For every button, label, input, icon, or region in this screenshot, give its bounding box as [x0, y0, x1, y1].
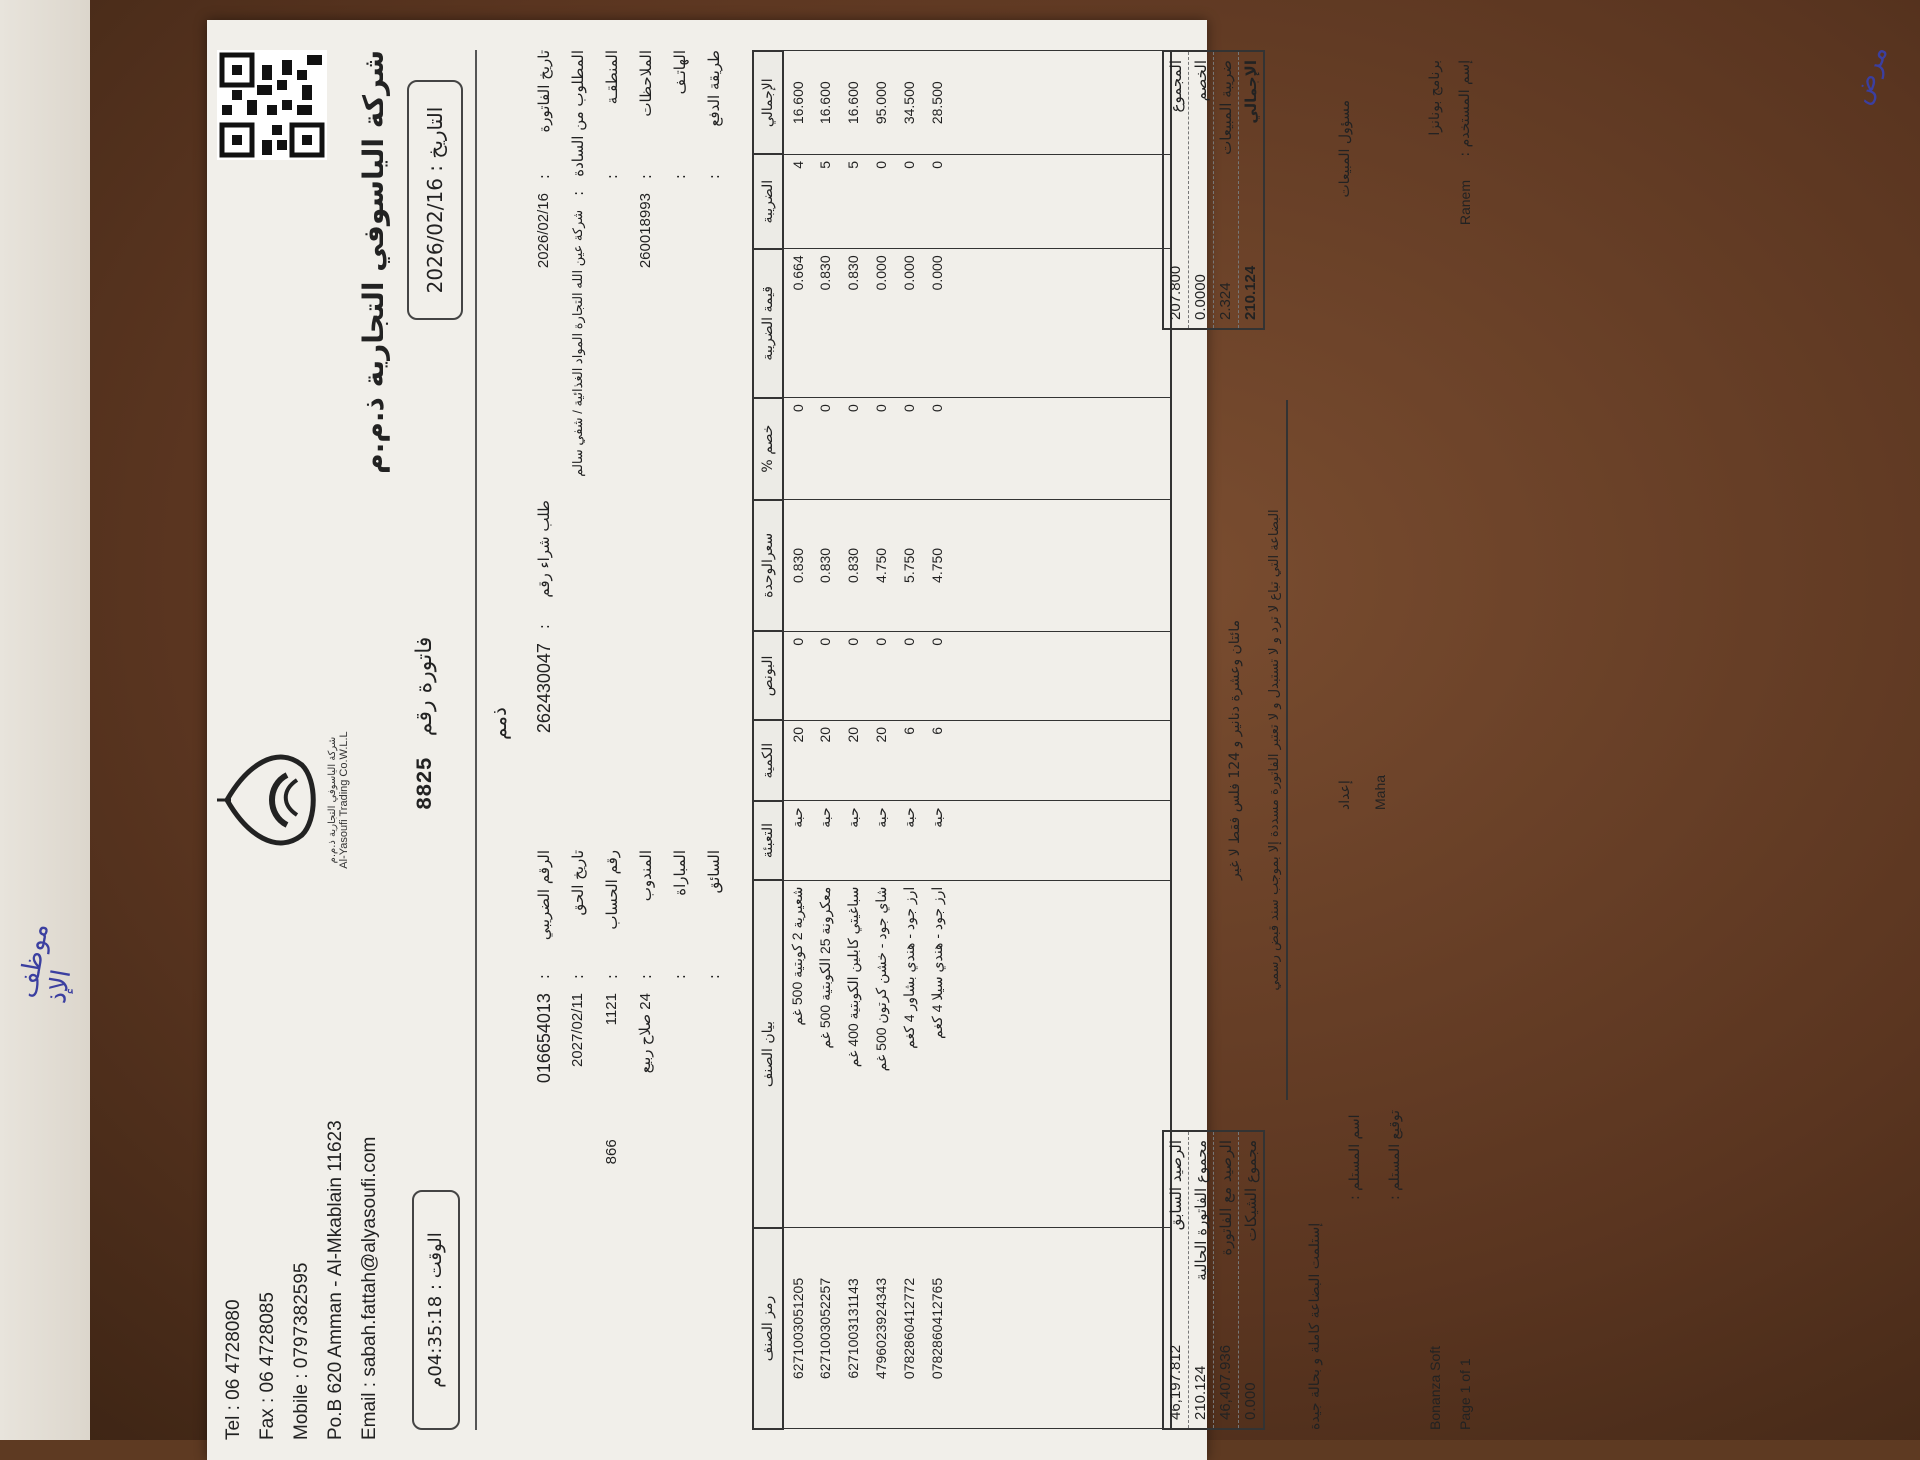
cell-total: 34.500 [895, 51, 923, 154]
fax-line: Fax : 06 4728085 [257, 1292, 278, 1440]
username-label: إسم المستخدم : [1457, 60, 1473, 157]
cell-taxpct: 5 [811, 154, 839, 248]
qr-code-icon [217, 50, 327, 160]
cell-disc: 0 [923, 398, 951, 500]
cell-desc: شعيرية 2 كوبتية 500 غم [783, 880, 811, 1228]
company-logo [217, 700, 350, 900]
cell-price: 5.750 [895, 500, 923, 632]
background-paper [0, 0, 90, 1440]
cell-desc: سباغيتي كابلين الكوبتية 400 غم [839, 880, 867, 1228]
table-row [923, 51, 951, 1429]
cell-total: 16.600 [839, 51, 867, 154]
cell-price: 0.830 [811, 500, 839, 632]
date-box [407, 80, 463, 320]
info-row: تاريخ الفاتورة : 2026/02/16 [535, 50, 553, 269]
logo-english-text: Al-Yasoufi Trading Co.W.L.L [338, 731, 350, 869]
calligraphy-logo-icon [217, 725, 327, 875]
cell-taxpct: 0 [895, 154, 923, 248]
cell-qty: 6 [923, 720, 951, 800]
cell-price: 0.830 [839, 500, 867, 632]
info-left: الرقم الضريبي : 016654013 تاريخ الحق : 2027/02/11 رقم الحساب : 1121 866 المندوب : 24 صلاح ربيع المباراة : السائق : [534, 850, 723, 1165]
sales-manager-label: مسؤول المبيعات [1337, 100, 1353, 198]
cell-disc: 0 [811, 398, 839, 500]
software-name: Bonanza Soft [1427, 1345, 1443, 1430]
cell-disc: 0 [839, 398, 867, 500]
col-code: رمز الصنف [753, 1228, 783, 1429]
info-row: طريقة الدفع : [705, 50, 723, 180]
email-line: Email : sabah.fattah@alyasoufi.com [359, 1136, 380, 1440]
col-discount: خصم % [753, 398, 783, 500]
col-qty: الكمية [753, 720, 783, 800]
contact-block [217, 1120, 387, 1440]
date-value: 2026/02/16 [423, 178, 447, 294]
info-row: المطلوب من السادة : شركة عين الله التجارة المواد الغذائية / شفي سالم [569, 50, 587, 477]
cell-code: 6271003052257 [811, 1228, 839, 1429]
header-divider [475, 50, 477, 1430]
mobile-line: Mobile : 0797382595 [291, 1262, 312, 1440]
col-unit-price: سعرالوحدة [753, 500, 783, 632]
username-value: Ranem [1457, 180, 1473, 226]
cell-bonus: 0 [811, 631, 839, 720]
date-label: التاريخ : [423, 106, 447, 172]
cell-price: 4.750 [867, 500, 895, 632]
account-side-number: 866 [603, 1139, 620, 1165]
tel-line: Tel : 06 4728080 [223, 1299, 244, 1440]
info-row: الهاتـف : [671, 50, 689, 180]
info-row: الملاحظات : 260018993 [637, 50, 655, 269]
cell-desc: ارز جود - هندي سيلا 4 كغم [923, 880, 951, 1228]
cell-price: 4.750 [923, 500, 951, 632]
handwriting-right: مرض [1845, 41, 1895, 109]
cell-taxval: 0.000 [923, 249, 951, 398]
time-box [412, 1190, 460, 1430]
table-row [811, 51, 839, 1429]
cell-desc: معكرونة 25 الكوبتية 500 غم [811, 880, 839, 1228]
cell-pack: حبة [923, 801, 951, 880]
po-value: 262430047 [534, 643, 554, 734]
cell-total: 16.600 [783, 51, 811, 154]
receiver-sign-label: توقيع المستلم : [1387, 1109, 1403, 1200]
cell-taxval: 0.830 [811, 249, 839, 398]
cell-bonus: 0 [839, 631, 867, 720]
cell-pack: حبة [811, 801, 839, 880]
cell-total: 28.500 [923, 51, 951, 154]
col-total: الإجمالي [753, 51, 783, 154]
cell-disc: 0 [783, 398, 811, 500]
amount-in-words: مائتان وعشرة دنانير و 124 فلس فقط لا غير [1227, 620, 1243, 880]
return-policy: البضاعة التي تباع لا ترد و لا تستبدل و لا تعتبر الفاتورة مسددة إلا بموجب سند قبض رسمي [1267, 400, 1288, 1100]
cell-desc: شاي جود - خشن كرتون 500 غم [867, 880, 895, 1228]
cell-taxval: 0.000 [867, 249, 895, 398]
cell-taxval: 0.664 [783, 249, 811, 398]
cell-code: 0782860412772 [895, 1228, 923, 1429]
cell-code: 0782860412765 [923, 1228, 951, 1429]
table-row [783, 51, 811, 1429]
cell-taxpct: 4 [783, 154, 811, 248]
invoice-label: فاتورة رقم [412, 636, 437, 737]
handwriting-left: موظف الإذ [12, 921, 78, 1006]
table-row [839, 51, 867, 1429]
time-value: 04:35:18م [425, 1295, 446, 1388]
col-description: بيان الصنف [753, 880, 783, 1228]
cell-pack: حبة [895, 801, 923, 880]
info-mid: طلب شراء رقم : 262430047 [527, 500, 561, 800]
cell-taxpct: 0 [923, 154, 951, 248]
cell-bonus: 0 [867, 631, 895, 720]
cell-qty: 20 [811, 720, 839, 800]
cell-code: 6271003051205 [783, 1228, 811, 1429]
cell-pack: حبة [867, 801, 895, 880]
time-label: الوقت : [425, 1232, 446, 1291]
cell-desc: ارز جود - هندي بشاور 4 كغم [895, 880, 923, 1228]
company-name: شركة الياسوفي التجارية ذ.م.م [357, 50, 390, 474]
cell-disc: 0 [895, 398, 923, 500]
cell-price: 0.830 [783, 500, 811, 632]
cell-qty: 20 [839, 720, 867, 800]
cell-taxpct: 0 [867, 154, 895, 248]
invoice-type: ذمم [487, 707, 511, 740]
po-label: طلب شراء رقم [535, 500, 553, 598]
page-number: Page 1 of 1 [1457, 1358, 1473, 1430]
cell-code: 4796023924343 [867, 1228, 895, 1429]
cell-pack: حبة [783, 801, 811, 880]
cell-disc: 0 [867, 398, 895, 500]
invoice-number-value: 8825 [413, 757, 438, 810]
program-label: برنامج بونانزا [1427, 60, 1443, 136]
cell-taxval: 0.000 [895, 249, 923, 398]
cell-total: 95.000 [867, 51, 895, 154]
logo-arabic-text: شركة الياسوفي التجارية ذ.م.م [327, 736, 338, 864]
pobox-line: Po.B 620 Amman - Al-Mkablain 11623 [325, 1120, 346, 1440]
cell-code: 6271003131143 [839, 1228, 867, 1429]
info-row: المنطقـة : [603, 50, 621, 180]
cell-taxval: 0.830 [839, 249, 867, 398]
col-tax-value: قيمة الضريبة [753, 249, 783, 398]
cell-total: 16.600 [811, 51, 839, 154]
cell-bonus: 0 [895, 631, 923, 720]
invoice-paper [207, 20, 1473, 1460]
prepared-label: إعداد [1337, 780, 1353, 810]
balance-totals: الرصيد السابق 46,197.812 مجموع الفاتورة الحالية 210.124 الرصيد مع الفاتورة 46,407.936 مجموع الشيكات 0.000 [1162, 1130, 1265, 1430]
invoice-number [412, 637, 438, 810]
received-note: إستلمت البضاعة كاملة و بحالة جيدة [1307, 1222, 1323, 1430]
invoice-totals: المجموع 207.800 الخصم 0.0000 ضريبة المبيعات 2.324 الإجمالي 210.124 [1162, 50, 1265, 330]
items-table [752, 50, 1172, 1430]
table-header-row [753, 51, 783, 1429]
info-right [527, 50, 731, 480]
cell-qty: 6 [895, 720, 923, 800]
cell-bonus: 0 [923, 631, 951, 720]
cell-qty: 20 [867, 720, 895, 800]
cell-pack: حبة [839, 801, 867, 880]
receiver-name-label: اسم المستلم : [1347, 1114, 1363, 1200]
col-bonus: البونص [753, 631, 783, 720]
col-pack: التعبئة [753, 801, 783, 880]
table-row [867, 51, 895, 1429]
cell-bonus: 0 [783, 631, 811, 720]
cell-qty: 20 [783, 720, 811, 800]
cell-taxpct: 5 [839, 154, 867, 248]
col-tax-pct: الضريبة [753, 154, 783, 248]
table-filler-row [951, 51, 1171, 1429]
prepared-value: Maha [1372, 774, 1388, 810]
table-row [895, 51, 923, 1429]
